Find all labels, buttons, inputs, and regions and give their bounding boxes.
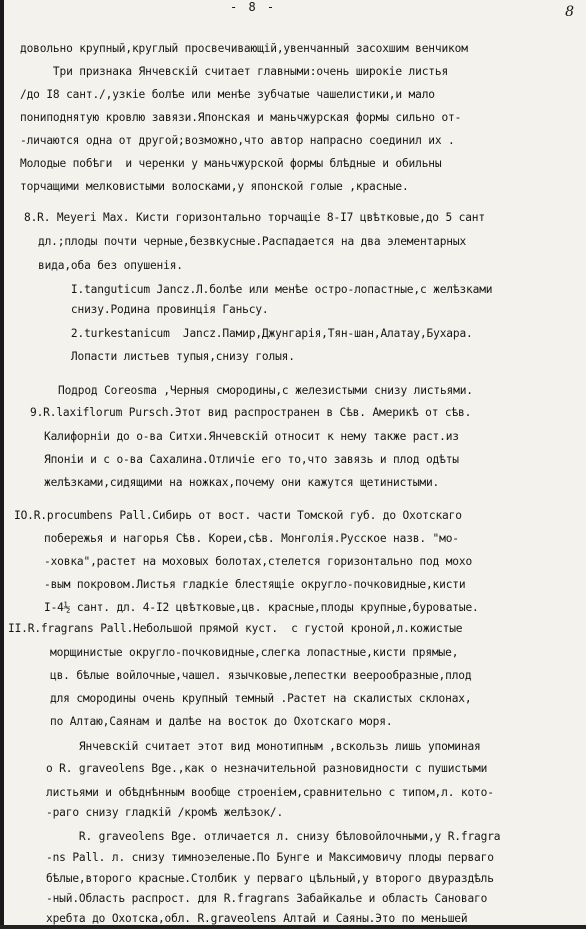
- text-line: дл.;плоды почти черные,безвкусные.Распадается на два элементарных: [38, 235, 467, 248]
- text-line: о R. graveolens Bge.,как о незначительной разновидности с пушистыми: [46, 762, 488, 775]
- text-line: бѣлые,второго красные.Столбик у перваго цѣльный,у второго двураздѣль: [46, 872, 494, 885]
- text-line: торчащими мелковистыми волосками,у японской голые ,красные.: [20, 180, 409, 193]
- text-line: Янчевскій считает этот вид монотипным ,вскользь лишь упоминая: [46, 740, 481, 753]
- text-line: вида,оба без опушенія.: [38, 259, 183, 272]
- text-line: морщинистые округло-почковидные,слегка лопастные,кисти прямые,: [50, 646, 459, 659]
- text-line: пониподнятую кровлю завязи.Японская и маньчжурская формы сильно от-: [20, 111, 462, 124]
- text-line: IO.R.procumbens Pall.Сибирь от вост. части Томской губ. до Охотскаго: [14, 509, 462, 522]
- page-top-marker: - 8 -: [230, 0, 277, 14]
- text-line: I-4½ сант. дл. 4-I2 цвѣтковые,цв. красные,плоды крупные,буроватые.: [44, 601, 479, 614]
- text-line: R. graveolens Bge. отличается л. снизу бѣловойлочными,у R.fragra: [46, 830, 501, 843]
- text-line: -раго снизу гладкій /кромѣ желѣзок/.: [46, 806, 284, 819]
- text-line: /до I8 сант./,узкіе болѣе или менѣе зубчатые чашелистики,и мало: [20, 88, 435, 101]
- text-line: 9.R.laxiflorum Pursch.Этот вид распространен в Сѣв. Америкѣ от сѣв.: [30, 406, 472, 419]
- text-line: хребта до Охотска,обл. R.graveolens Алтай и Саяны.Это по меньшей: [46, 912, 468, 925]
- text-line: -личаются одна от другой;возможно,что автор напрасно соединил их .: [20, 134, 455, 147]
- text-line: -ns Pall. л. снизу тимноэеленые.По Бунге и Максимовичу плоды перваго: [46, 851, 494, 864]
- text-line: Молодые побѣги и черенки у маньчжурской формы блѣдные и обильны: [20, 157, 442, 170]
- page-number: 8: [565, 4, 574, 20]
- text-line: Лопасти листьев тупыя,снизу голыя.: [38, 350, 295, 363]
- text-line: Калифорніи до о-ва Ситхи.Янчевскій относит к нему также раст.из: [44, 430, 459, 443]
- text-line: снизу.Родина провинція Ганьсу.: [38, 303, 269, 316]
- text-line: 2.turkestanicum Jancz.Памир,Джунгарія,Тян-шан,Алатау,Бухара.: [38, 327, 473, 340]
- text-line: -вым покровом.Листья гладкіе блестящіе округло-почковидные,кисти: [44, 578, 466, 591]
- text-line: Подрод Coreosma ,Черныя смородины,с железистыми снизу листьями.: [58, 384, 473, 397]
- text-line: побережья и нагорья Сѣв. Кореи,сѣв. Монголія.Русское назв. "мо-: [44, 532, 459, 545]
- text-line: по Алтаю,Саянам и далѣе на восток до Охотскаго моря.: [50, 715, 393, 728]
- text-line: для смородины очень крупный темный .Растет на скалистых склонах,: [50, 692, 472, 705]
- text-line: -ный.Область распрост. для R.fragrans Забайкалье и область Сановаго: [46, 892, 488, 905]
- text-line: 8.R. Meyeri Max. Кисти горизонтально торчащіе 8-I7 цвѣтковые,до 5 сант: [24, 211, 485, 224]
- scan-edge-bottom: [0, 925, 586, 929]
- text-line: листьями и обѣднѣнным вообще строеніем,сравнительно с типом,л. кото-: [46, 786, 494, 799]
- text-line: Три признака Янчевскій считает главными:очень широкіе листья: [20, 65, 449, 78]
- text-line: цв. бѣлые войлочные,чашел. язычковые,лепестки веерообразные,плод: [50, 669, 472, 682]
- text-line: I.tanguticum Jancz.Л.болѣе или менѣе остро-лопастные,с желѣзками: [38, 283, 493, 296]
- text-line: Японіи и с о-ва Сахалина.Отличіе его то,что завязь и плод одѣты: [44, 453, 459, 466]
- text-line: желѣзками,сидящими на ножках,почему они кажутся щетинистыми.: [44, 476, 440, 489]
- text-line: II.R.fragrans Pall.Небольшой прямой куст. с густой кроной,л.кожистые: [8, 622, 463, 635]
- text-line: -ховка",растет на моховых болотах,стелется горизонтально под мохо: [44, 555, 473, 568]
- scan-edge-left: [0, 0, 4, 929]
- text-line: довольно крупный,круглый просвечивающій,увенчанный засохшим венчиком: [20, 42, 468, 55]
